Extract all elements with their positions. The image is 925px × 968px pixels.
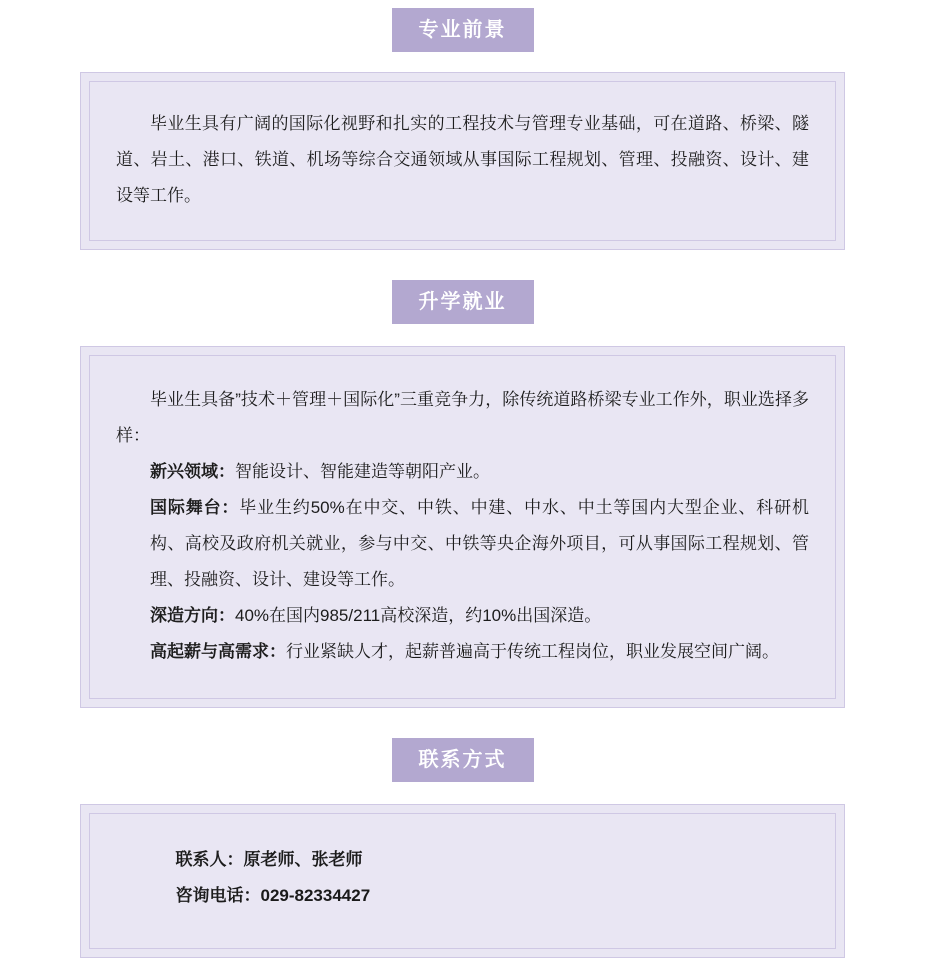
section-heading-prospects: 专业前景	[392, 8, 534, 52]
text-further-study: 40%在国内985/211高校深造，约10%出国深造。	[235, 606, 602, 625]
paragraph-career-salary-demand	[116, 634, 809, 670]
section-card-inner-prospects	[89, 81, 836, 241]
section-card-contact	[80, 804, 845, 958]
contact-person-line	[116, 842, 809, 878]
section-heading-wrap-contact	[0, 738, 925, 782]
label-emerging-fields: 新兴领域：	[150, 462, 235, 481]
contact-phone-line	[116, 878, 809, 914]
page-container	[0, 8, 925, 968]
paragraph-career-emerging	[116, 454, 809, 490]
section-card-prospects	[80, 72, 845, 250]
label-salary-demand: 高起薪与高需求：	[150, 642, 286, 661]
paragraph-career-further-study	[116, 598, 809, 634]
label-international-stage: 国际舞台：	[150, 498, 240, 517]
text-emerging-fields: 智能设计、智能建造等朝阳产业。	[235, 462, 490, 481]
section-heading-wrap-career	[0, 280, 925, 324]
label-further-study: 深造方向：	[150, 606, 235, 625]
section-heading-career: 升学就业	[392, 280, 534, 324]
section-heading-contact: 联系方式	[392, 738, 534, 782]
contact-person-label: 联系人：	[175, 850, 244, 869]
section-heading-wrap-prospects	[0, 8, 925, 52]
section-card-inner-contact	[89, 813, 836, 949]
text-international-stage: 毕业生约50%在中交、中铁、中建、中水、中土等国内大型企业、科研机构、高校及政府机关就业，参与中交、中铁等央企海外项目，可从事国际工程规划、管理、投融资、设计、建设等工作。	[150, 498, 809, 589]
section-card-inner-career	[89, 355, 836, 699]
contact-person-value: 原老师、张老师	[243, 850, 363, 869]
paragraph-career-intro: 毕业生具备”技术＋管理＋国际化”三重竞争力，除传统道路桥梁专业工作外，职业选择多样：	[116, 390, 809, 445]
paragraph-prospects-1: 毕业生具有广阔的国际化视野和扎实的工程技术与管理专业基础，可在道路、桥梁、隧道、岩土、港口、铁道、机场等综合交通领域从事国际工程规划、管理、投融资、设计、建设等工作。	[116, 114, 809, 205]
paragraph-career-international	[116, 490, 809, 598]
contact-phone-label: 咨询电话：	[175, 886, 261, 905]
text-salary-demand: 行业紧缺人才，起薪普遍高于传统工程岗位，职业发展空间广阔。	[286, 642, 779, 661]
contact-phone-value: 029-82334427	[260, 886, 371, 905]
section-card-career	[80, 346, 845, 708]
